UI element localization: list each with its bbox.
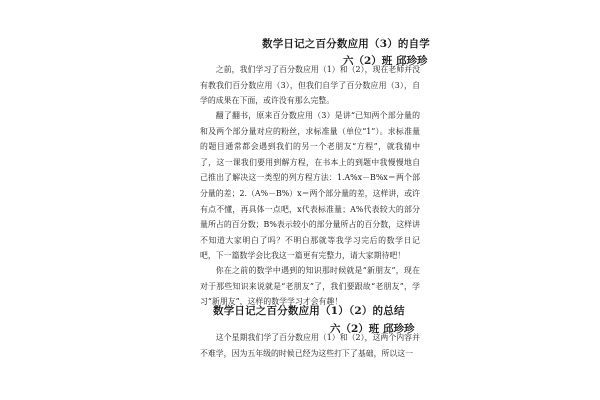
section2-title: 数学日记之百分数应用（1）（2）的总结	[213, 305, 405, 317]
section1-author: 六（2）班 邱珍珍	[343, 55, 428, 67]
section1-paragraph-2: 翻了翻书，原来百分数应用（3）是讲“已知两个部分量的和及两个部分量对应的粉丝，求标准量（单位“1”）。求标准量的题目通常都会遇到我们的另一个老朋友“方程”，就我猜中了，这一课我们要用到解方程，在书本上的到题中我慢慢地自己推出了解决这一类型的列方程方法：1.A%x－B%x＝两个部分量的差；2.（A%－B%）x＝两个部分量的差，这样讲，或许有点不懂，再具体一点吧，x代表标准量；A%代表较大的部分量所占的百分数；B%表示较小的部分量所占的百分数，这样讲不知道大家明白了吗？不明白那就等我学习完后的数学日记吧，下一篇数学会比我这一篇更有完整力，请大家期待吧！	[200, 111, 420, 261]
section1-paragraph-3: 你在之前的数学中遇到的知识那时候就是“新朋友”，现在对于那些知识来说就是“老朋友”了，我们要跟故“老朋友”，学习“新朋友”，这样的数学学习才会有趣！	[200, 266, 420, 307]
section1-paragraph-1: 之前，我们学习了百分数应用（1）和（2），现在老师并没有教我们百分数应用（3），但我们自学了百分数应用（3），自学的成果在下面，或许没有那么完整。	[200, 65, 420, 106]
section2-author: 六（2）班 邱珍珍	[330, 323, 415, 335]
section2-paragraph-1: 这个星期我们学了百分数应用（1）和（2），这两个内容并不难学，因为五年级的时候已经为这些打下了基础，所以这一	[200, 333, 420, 358]
section1-title: 数学日记之百分数应用（3）的自学	[262, 38, 431, 50]
